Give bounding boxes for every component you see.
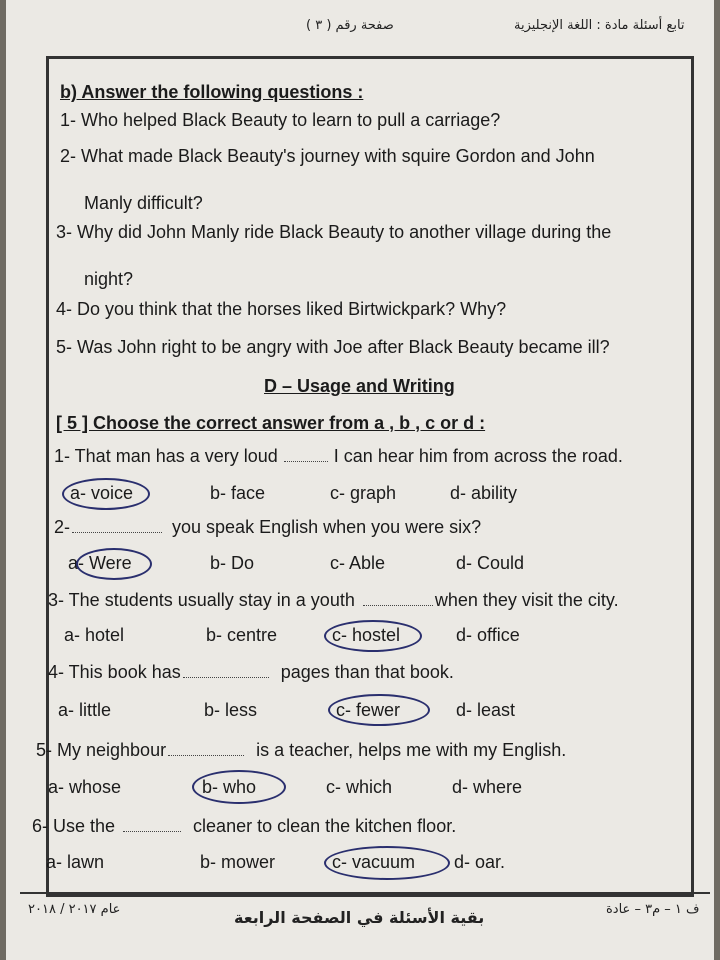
answer-circle <box>192 770 286 804</box>
question-2-cont: Manly difficult? <box>84 193 203 213</box>
answer-circle <box>324 620 422 652</box>
answer-circle <box>76 548 152 580</box>
item-3-option-b: b- centre <box>206 625 278 645</box>
item-3-option-a: a- hotel <box>64 625 125 645</box>
answer-blank <box>363 595 433 606</box>
exam-page <box>6 0 714 960</box>
item-4-option-a: a- little <box>58 700 112 720</box>
item-2-end: you speak English when you were six? <box>172 517 482 537</box>
footer-divider <box>20 892 710 894</box>
answer-blank <box>168 745 244 756</box>
question-4: 4- Do you think that the horses liked Birtwickpark? Why? <box>56 299 507 319</box>
item-3-stem: 3- The students usually stay in a youth <box>48 590 355 610</box>
item-5-end: is a teacher, helps me with my English. <box>256 740 567 760</box>
question-3: 3- Why did John Manly ride Black Beauty to another village during the <box>56 222 612 242</box>
item-5-stem: 5- My neighbour <box>36 740 167 760</box>
item-3-end: when they visit the city. <box>434 590 619 610</box>
item-3 <box>48 590 619 611</box>
footer-continue-note: بقية الأسئلة في الصفحة الرابعة <box>234 908 485 927</box>
item-5-option-d: d- where <box>452 777 523 797</box>
item-5-option-a: a- whose <box>48 777 122 797</box>
question-3-cont: night? <box>84 269 134 289</box>
answer-blank <box>123 821 181 832</box>
item-4-option-c: c- fewer <box>336 700 401 720</box>
item-6-option-d: d- oar. <box>454 852 506 872</box>
item-5-option-c: c- which <box>326 777 393 797</box>
item-1-stem: 1- That man has a very loud <box>54 446 278 466</box>
item-6-option-a: a- lawn <box>46 852 105 872</box>
header-page-number: صفحة رقم ( ٣ ) <box>306 18 394 33</box>
section-d-title: D – Usage and Writing <box>264 376 455 396</box>
answer-blank <box>183 667 269 678</box>
answer-blank <box>72 522 162 533</box>
item-2-stem: 2- <box>54 517 71 537</box>
item-6-end: cleaner to clean the kitchen floor. <box>193 816 457 836</box>
question-2: 2- What made Black Beauty's journey with squire Gordon and John <box>60 146 595 166</box>
answer-blank <box>284 451 328 462</box>
item-4-end: pages than that book. <box>280 662 454 682</box>
item-6-option-c: c- vacuum <box>332 852 416 872</box>
footer-code: ف ١ – م٣ – عادة <box>606 902 700 917</box>
item-4-stem: 4- This book has <box>48 662 181 682</box>
answer-circle <box>324 846 450 880</box>
item-3-option-c: c- hostel <box>332 625 401 645</box>
item-6-stem: 6- Use the <box>32 816 116 836</box>
item-1-end: I can hear him from across the road. <box>333 446 623 466</box>
item-5-option-b: b- who <box>202 777 257 797</box>
item-2-option-b: b- Do <box>210 553 255 573</box>
section-d-instruction: [ 5 ] Choose the correct answer from a , b , c or d : <box>56 413 486 433</box>
item-1 <box>54 446 623 467</box>
item-2-option-c: c- Able <box>330 553 386 573</box>
item-2-option-a: a- Were <box>68 553 132 573</box>
item-2-option-d: d- Could <box>456 553 525 573</box>
question-1: 1- Who helped Black Beauty to learn to pull a carriage? <box>60 110 501 130</box>
item-1-option-a: a- voice <box>70 483 134 503</box>
question-5: 5- Was John right to be angry with Joe after Black Beauty became ill? <box>56 337 610 357</box>
answer-circle <box>328 694 430 726</box>
footer-year: عام ٢٠١٧ / ٢٠١٨ <box>28 902 121 917</box>
item-4-option-d: d- least <box>456 700 516 720</box>
header-subject: تابع أسئلة مادة : اللغة الإنجليزية <box>514 18 685 33</box>
item-1-option-b: b- face <box>210 483 266 503</box>
item-6 <box>32 816 456 837</box>
answer-circle <box>62 478 150 510</box>
item-4-option-b: b- less <box>204 700 258 720</box>
item-5 <box>36 740 566 761</box>
item-2 <box>54 517 481 538</box>
item-4 <box>48 662 454 683</box>
section-b-title: b) Answer the following questions : <box>60 82 364 102</box>
item-1-option-c: c- graph <box>330 483 397 503</box>
item-3-option-d: d- office <box>456 625 520 645</box>
question-frame <box>46 56 694 897</box>
item-1-option-d: d- ability <box>450 483 518 503</box>
item-6-option-b: b- mower <box>200 852 276 872</box>
